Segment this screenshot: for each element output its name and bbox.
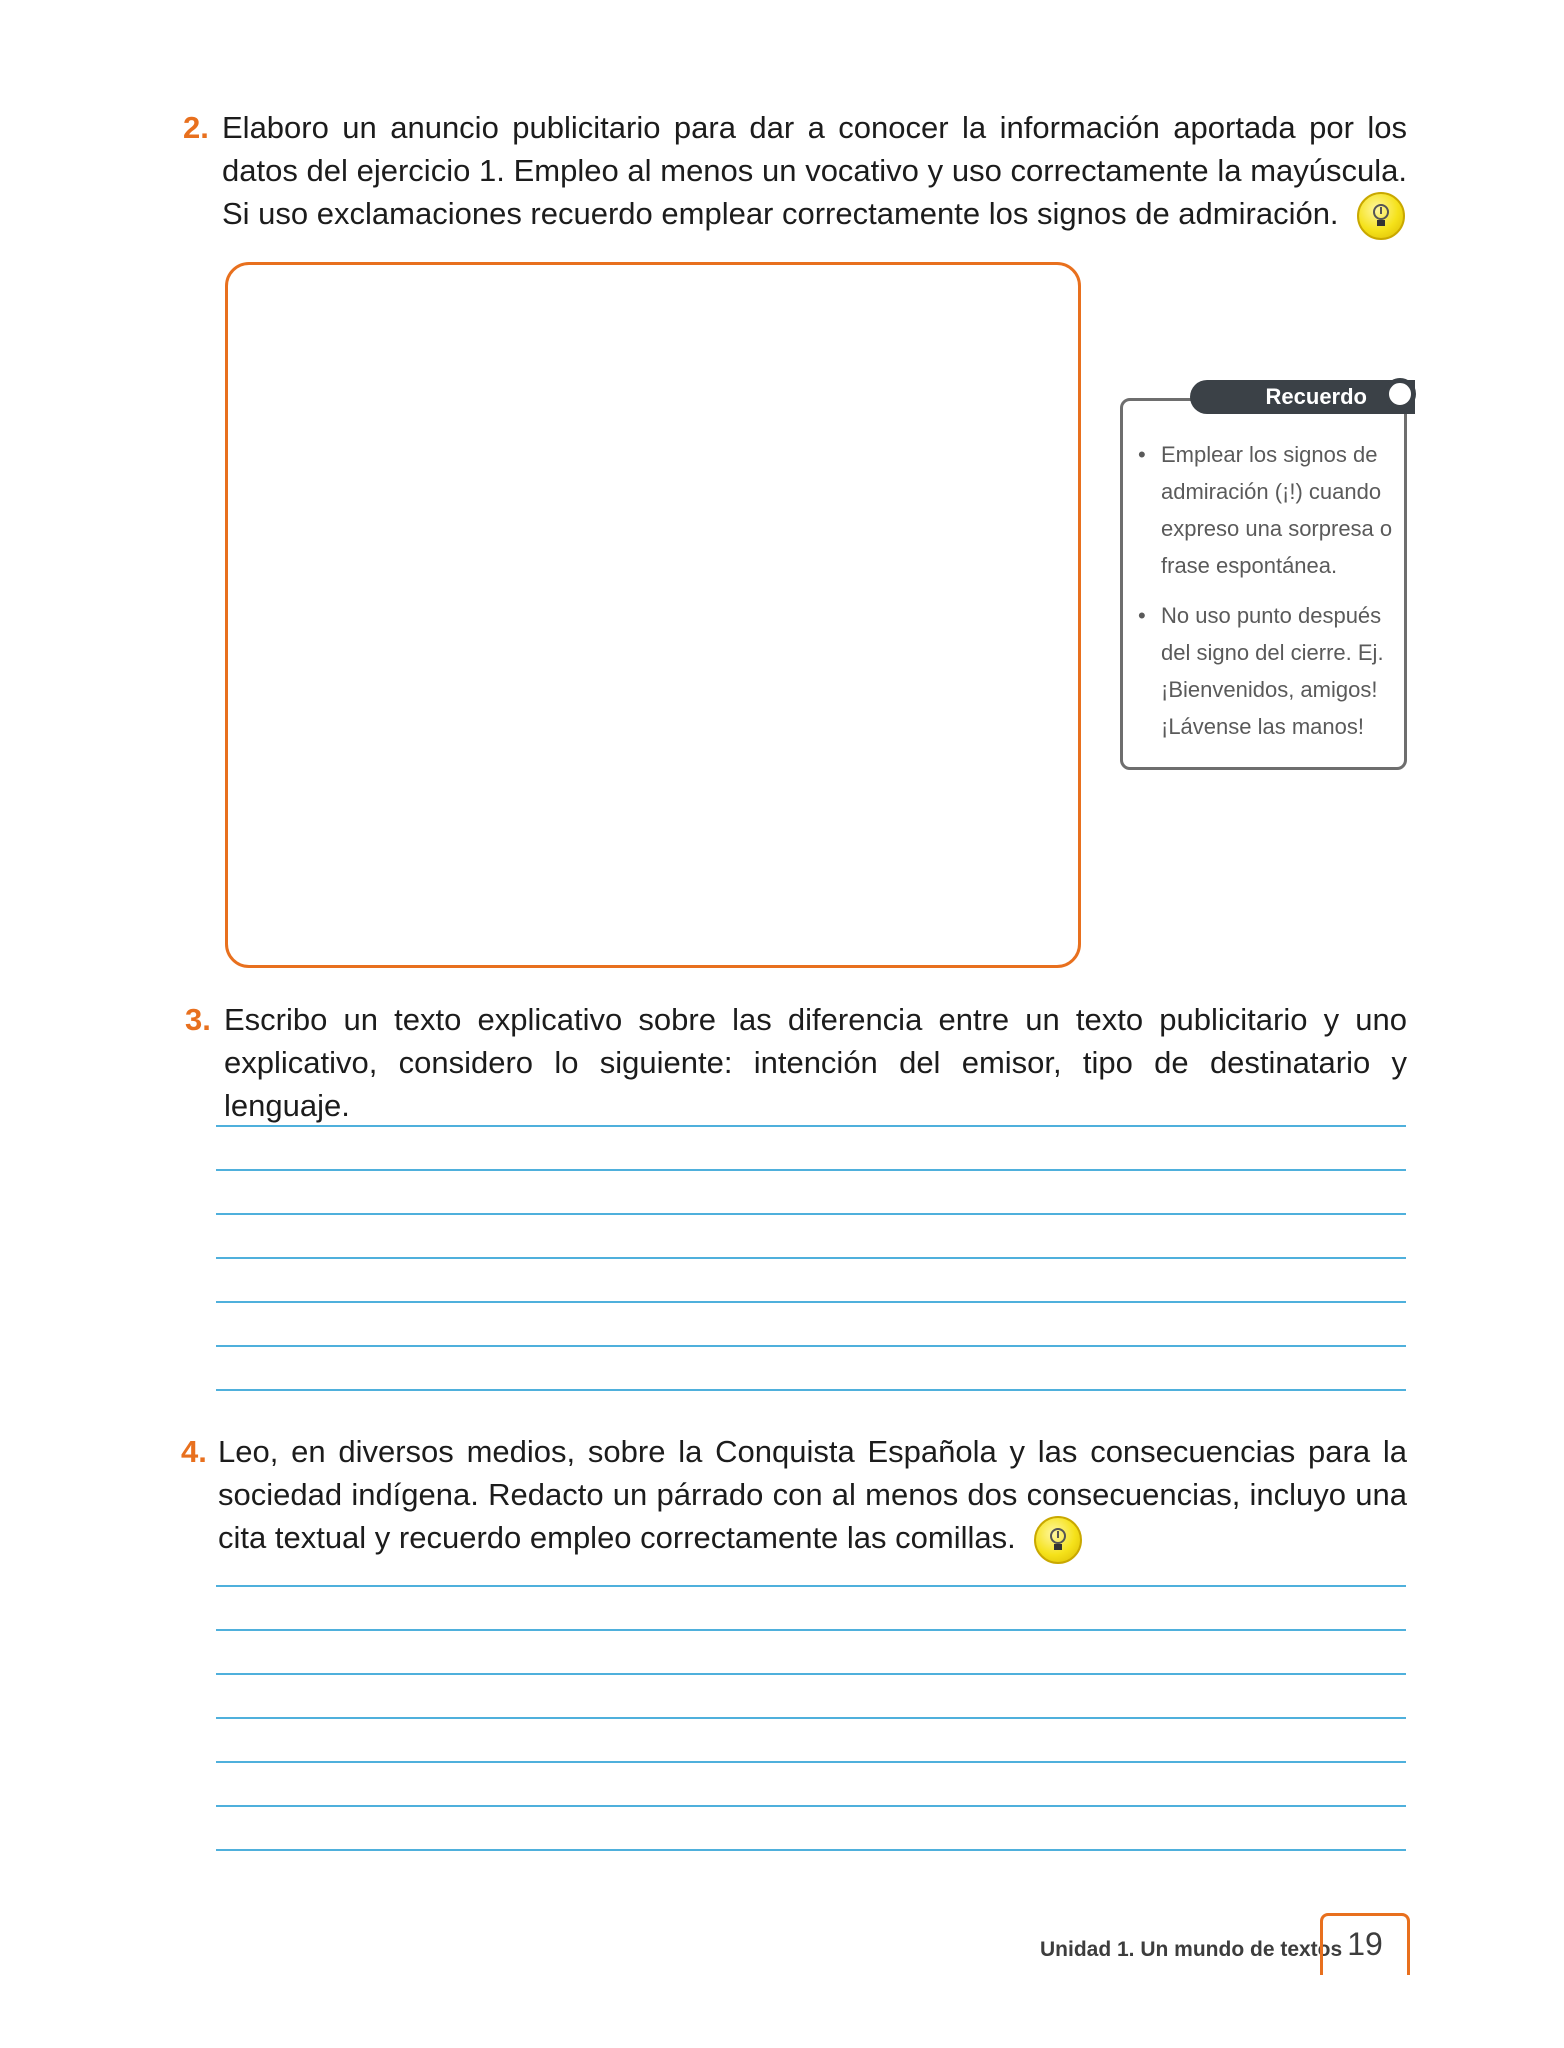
lightbulb-icon: [1357, 192, 1405, 240]
recuerdo-list: [1136, 436, 1398, 758]
recuerdo-item: • No uso punto después del signo del cierre. Ej. ¡Bienvenidos, amigos! ¡Lávense las manos!: [1136, 597, 1398, 745]
exercise-3-number: 3.: [185, 1002, 211, 1037]
writing-line[interactable]: [216, 1125, 1406, 1127]
writing-line[interactable]: [216, 1805, 1406, 1807]
footer-unit-title: Unidad 1. Un mundo de textos: [1040, 1938, 1343, 1961]
writing-line[interactable]: [216, 1389, 1406, 1391]
drawing-area-box[interactable]: [225, 262, 1081, 968]
exercise-2-number: 2.: [183, 110, 209, 145]
page-number-box: [1320, 1913, 1410, 1975]
recuerdo-title: Recuerdo: [1265, 384, 1367, 409]
writing-line[interactable]: [216, 1169, 1406, 1171]
recuerdo-header: [1190, 380, 1415, 414]
lightbulb-icon: [1034, 1516, 1082, 1564]
writing-line[interactable]: [216, 1301, 1406, 1303]
writing-line[interactable]: [216, 1629, 1406, 1631]
exercise-2-text: Elaboro un anuncio publicitario para dar a conocer la información aportada por los datos del ejercicio 1. Empleo al menos un vocativo y uso correctamente la mayúscula. Si uso exclamaciones recuerdo emplear correctamente los signos de admiración.: [222, 110, 1407, 232]
writing-line[interactable]: [216, 1761, 1406, 1763]
writing-line[interactable]: [216, 1257, 1406, 1259]
exercise-2-instructions: [222, 106, 1407, 240]
writing-line[interactable]: [216, 1213, 1406, 1215]
writing-line[interactable]: [216, 1849, 1406, 1851]
exercise-4-text: Leo, en diversos medios, sobre la Conquista Española y las consecuencias para la sociedad indígena. Redacto un párrado con al menos dos consecuencias, incluyo una cita textual y recuerdo empleo correctamente las comillas.: [218, 1434, 1407, 1556]
writing-line[interactable]: [216, 1673, 1406, 1675]
exercise-4-number: 4.: [181, 1434, 207, 1469]
writing-line[interactable]: [216, 1345, 1406, 1347]
writing-line[interactable]: [216, 1717, 1406, 1719]
page-number: 19: [1347, 1926, 1383, 1962]
writing-line[interactable]: [216, 1585, 1406, 1587]
recuerdo-ring-icon: [1384, 378, 1416, 410]
recuerdo-item: • Emplear los signos de admiración (¡!) cuando expreso una sorpresa o frase espontánea.: [1136, 436, 1398, 584]
exercise-4-instructions: [218, 1430, 1407, 1564]
exercise-3-text: Escribo un texto explicativo sobre las diferencia entre un texto publicitario y uno explicativo, considero lo siguiente: intención del emisor, tipo de destinatario y lenguaje.: [224, 1002, 1407, 1123]
